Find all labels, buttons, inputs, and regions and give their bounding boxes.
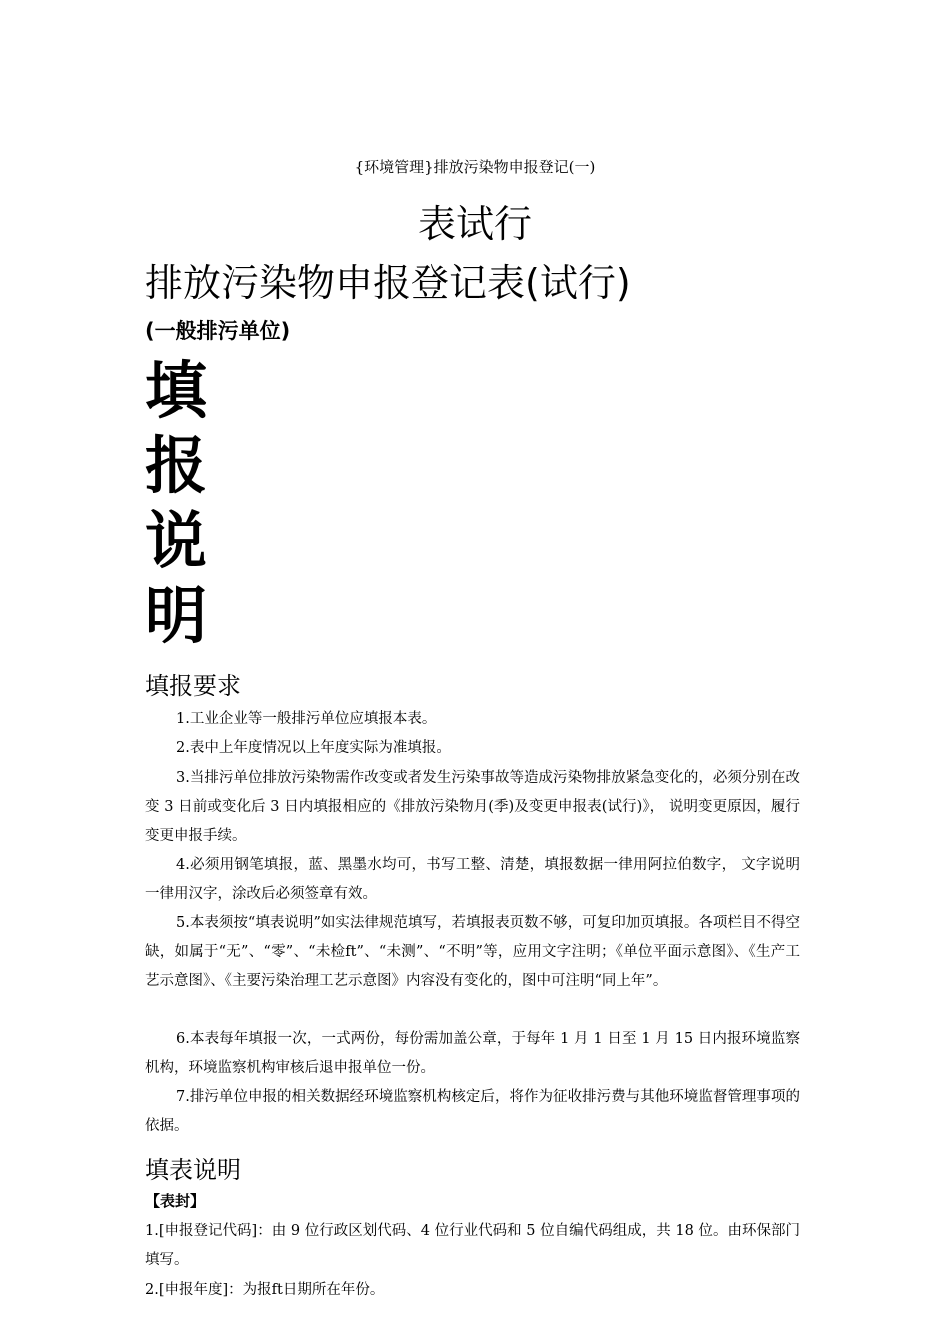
cover-item: 1.[申报登记代码]：由 9 位行政区划代码、4 位行业代码和 5 位自编代码组成，共 18 位。由环保部门填写。: [145, 1223, 800, 1268]
big-char-1: 填: [145, 354, 208, 427]
requirement-item: 6.本表每年填报一次，一式两份，每份需加盖公章，于每年 1 月 1 日至 1 月 15 日内报环境监察机构，环境监察机构审核后退申报单位一份。: [145, 1031, 800, 1076]
big-char-4: 明: [145, 579, 208, 652]
subtitle-center: 表试行: [417, 202, 532, 246]
big-char-3: 说: [145, 504, 208, 577]
unit-type: (一般排污单位): [145, 319, 291, 343]
big-char-2: 报: [145, 429, 208, 502]
requirement-item: 4.必须用钢笔填报，蓝、黑墨水均可，书写工整、清楚，填报数据一律用阿拉伯数字， 文字说明一律用汉字，涂改后必须签章有效。: [145, 857, 800, 902]
section-heading-requirements: 填报要求: [145, 672, 241, 700]
requirement-item: 5.本表须按“填表说明”如实法律规范填写，若填报表页数不够，可复印加页填报。各项栏目不得空缺，如属于“无”、“零”、“未检ft”、“未测”、“不明”等，应用文字注明；《单位平面示意图》、《生产工艺示意图》、《主要污染治理工艺示意图》内容没有变化的，图中可注明“同上年”。: [145, 915, 800, 989]
cover-heading: 【表封】: [145, 1192, 206, 1210]
requirement-item: 2.表中上年度情况以上年度实际为准填报。: [176, 740, 451, 756]
requirement-item: 7.排污单位申报的相关数据经环境监察机构核定后，将作为征收排污费与其他环境监督管理事项的依据。: [145, 1089, 800, 1134]
cover-item: 2.[申报年度]：为报ft日期所在年份。: [145, 1282, 385, 1298]
main-title: 排放污染物申报登记表(试行): [145, 261, 631, 305]
section-heading-instructions: 填表说明: [145, 1156, 241, 1184]
requirement-item: 1.工业企业等一般排污单位应填报本表。: [176, 711, 437, 727]
requirement-item: 3.当排污单位排放污染物需作改变或者发生污染事故等造成污染物排放紧急变化的，必须分别在改变 3 日前或变化后 3 日内填报相应的《排放污染物月(季)及变更申报表(试行)》， 说明变更原因，履行变更申报手续。: [145, 770, 800, 844]
header-line: {环境管理}排放污染物申报登记(一): [354, 158, 596, 176]
